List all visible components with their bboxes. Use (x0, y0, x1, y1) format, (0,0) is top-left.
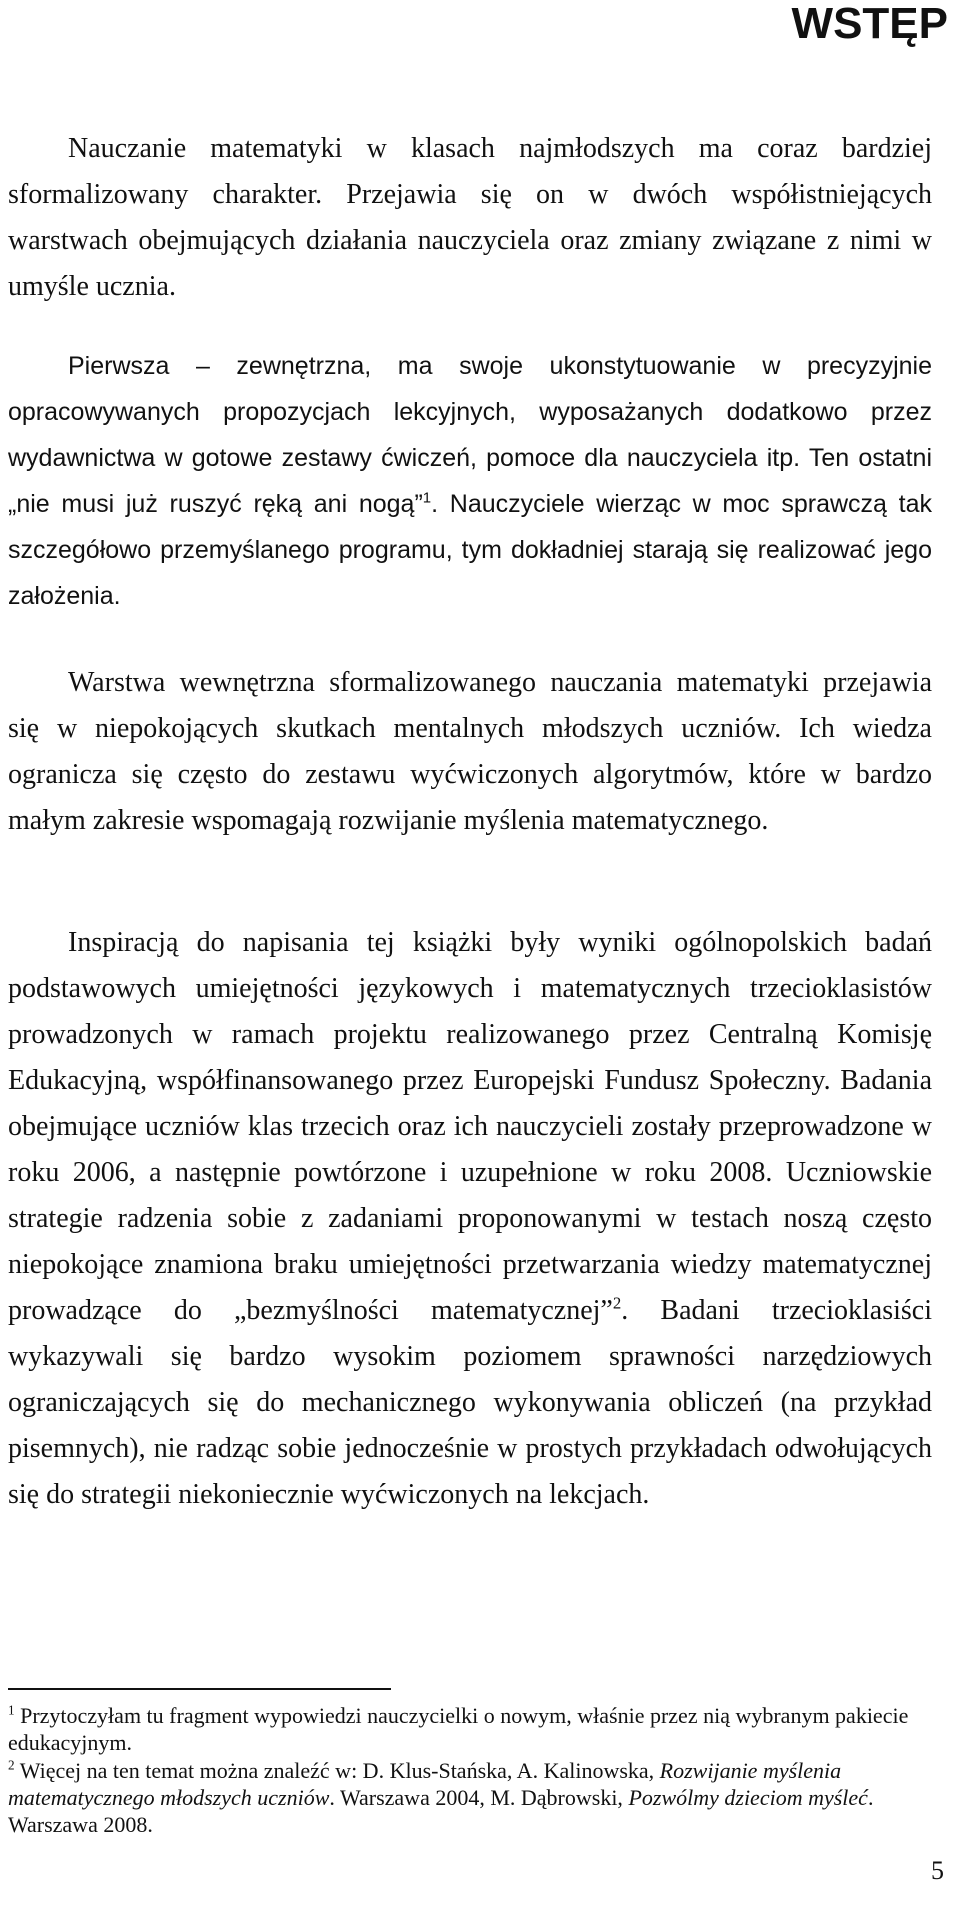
paragraph-2-text-b: . Nauczyciele wierząc w moc sprawczą tak szczegółowo przemyślanego programu, tym dokładniej starają się realizować jego założenia. (8, 490, 932, 610)
footnote-1-text: Przytoczyłam tu fragment wypowiedzi nauczycielki o nowym, właśnie przez nią wybranym pakiecie edukacyjnym. (8, 1703, 909, 1755)
footnote-2-number: 2 (8, 1757, 15, 1773)
footnote-2-text-mid: . Warszawa 2004, M. Dąbrowski, (329, 1785, 629, 1810)
page-number: 5 (931, 1856, 944, 1885)
chapter-heading: WSTĘP (791, 0, 948, 48)
paragraph-3: Warstwa wewnętrzna sformalizowanego nauczania matematyki przejawia się w niepokojących skutkach mentalnych młodszych uczniów. Ich wiedza ogranicza się często do zestawu wyćwiczonych algorytmów, które w bardzo małym zakresie wspomagają rozwijanie myślenia matematycznego. (8, 667, 932, 836)
paragraph-4 (8, 920, 932, 1518)
footnote-2-title-2: Pozwólmy dzieciom myśleć (628, 1785, 868, 1810)
paragraph-4-text-a: Inspiracją do napisania tej książki były wyniki ogólnopolskich badań podstawowych umiejętności językowych i matematycznych trzecioklasistów prowadzonych w ramach projektu realizowanego przez Centralną Komisję Edukacyjną, współfinansowanego przez Europejski Fundusz Społeczny. Badania obejmujące uczniów klas trzecich oraz ich nauczycieli zostały przeprowadzone w roku 2006, a następnie powtórzone i uzupełnione w roku 2008. Uczniowskie strategie radzenia sobie z zadaniami proponowanymi w testach noszą często niepokojące znamiona braku umiejętności przetwarzania wiedzy matematycznej prowadzące do „bezmyślności matematycznej” (8, 927, 932, 1326)
footnote-2-text-pre: Więcej na ten temat można znaleźć w: D. Klus-Stańska, A. Kalinowska, (14, 1758, 660, 1783)
footnote-2-title-1: Rozwijanie myślenia matematycznego młodszych uczniów (8, 1758, 842, 1810)
footnote-ref-1: 1 (422, 489, 432, 507)
paragraph-2-text-a: Pierwsza – zewnętrzna, ma swoje ukonstytuowanie w precyzyjnie opracowywanych propozycjach lekcyjnych, wyposażanych dodatkowo przez wydawnictwa w gotowe zestawy ćwiczeń, pomoce dla nauczyciela itp. Ten ostatni „nie musi już ruszyć ręką ani nogą” (8, 352, 932, 518)
paragraph-2 (8, 343, 932, 619)
footnote-2-text-post: . Warszawa 2008. (8, 1785, 874, 1837)
footnote-ref-2: 2 (612, 1293, 622, 1313)
paragraph-1: Nauczanie matematyki w klasach najmłodszych ma coraz bardziej sformalizowany charakter. Przejawia się on w dwóch współistniejących warstwach obejmujących działania nauczyciela oraz zmiany związane z nimi w umyśle ucznia. (8, 133, 932, 302)
footnote-separator (8, 1688, 391, 1690)
footnote-1 (8, 1702, 932, 1756)
footnote-2 (8, 1757, 932, 1838)
footnote-1-number: 1 (8, 1702, 15, 1718)
paragraph-4-text-b: . Badani trzecioklasiści wykazywali się bardzo wysokim poziomem sprawności narzędziowych ograniczających się do mechanicznego wykonywania obliczeń (na przykład pisemnych), nie radząc sobie jednocześnie w prostych przykładach odwołujących się do strategii niekoniecznie wyćwiczonych na lekcjach. (8, 1295, 933, 1510)
